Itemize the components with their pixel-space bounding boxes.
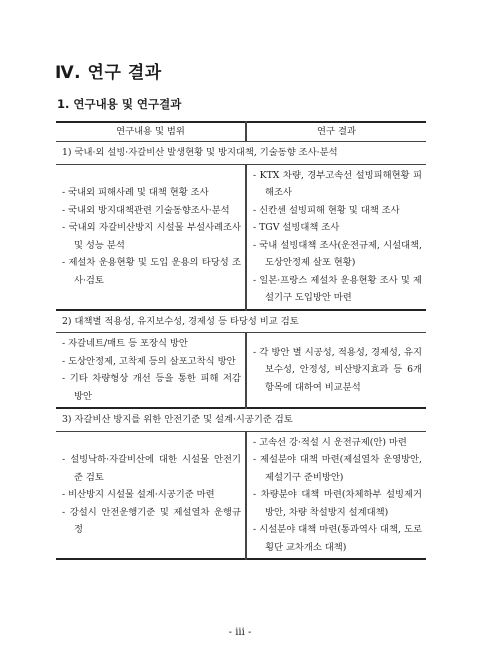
list-item: - 신칸센 설빙피해 현황 및 대책 조사 (253, 204, 400, 216)
list-item: - 국내 설빙대책 조사(운전규제, 시설대책, 도상안정제 살포 현황) (253, 239, 422, 268)
category-row (56, 408, 426, 431)
page-number: - iii - (228, 627, 252, 638)
list-item: - 고속선 강·적설 시 운전규제(안) 마련 (253, 436, 407, 448)
section-title: 1. 연구내용 및 연구결과 (57, 97, 182, 111)
scope-cell (56, 431, 246, 559)
category-row (56, 142, 426, 165)
list-item: - 강설시 안전운행기준 및 제설열차 운행규정 (62, 506, 241, 535)
scope-cell (56, 333, 246, 409)
list-item: - 국내외 방지대책관련 기술동향조사·분석 (62, 204, 230, 216)
list-item: - KTX 차량, 경부고속선 설빙피해현황 피해조사 (253, 169, 422, 198)
table-row (56, 164, 426, 310)
list-item: - 자갈네트/매트 등 포장식 방안 (62, 338, 188, 349)
results-cell (246, 164, 426, 310)
list-item: - 각 방안 별 시공성, 적용성, 경제성, 유지보수성, 안정성, 비산방지효과 등 6개 항목에 대하여 비교분석 (253, 346, 422, 393)
header-scope: 연구내용 및 범위 (56, 122, 246, 142)
list-item: - 일본·프랑스 제설차 운용현황 조사 및 제설기구 도입방안 마련 (253, 274, 422, 303)
results-cell (246, 431, 426, 559)
list-item: - 설빙낙하·자갈비산에 대한 시설물 안전기준 검토 (62, 454, 241, 483)
list-item: - TGV 설빙대책 조사 (253, 222, 340, 233)
category-label: 2) 대책별 적용성, 유지보수성, 경제성 등 타당성 비교 검토 (56, 310, 426, 333)
chapter-title: Ⅳ. 연구 결과 (55, 63, 162, 83)
list-item: - 차량분야 대책 마련(차체하부 설빙제거 방안, 차량 착설방지 설계대책) (253, 489, 422, 518)
category-row (56, 310, 426, 333)
category-label: 3) 자갈비산 방지를 위한 안전기준 및 설계·시공기준 검토 (56, 408, 426, 431)
scope-cell (56, 164, 246, 310)
results-cell (246, 333, 426, 409)
table-row (56, 333, 426, 409)
list-item: - 기타 차량형상 개선 등을 통한 피해 저감 방안 (62, 373, 241, 402)
table-header-row (56, 122, 426, 142)
list-item: - 제설분야 대책 마련(제설열차 운영방안, 제설기구 준비방안) (253, 454, 422, 483)
table-row (56, 431, 426, 559)
list-item: - 도상안정제, 고착제 등의 살포고착식 방안 (62, 355, 236, 367)
list-item: - 제설차 운용현황 및 도입 운용의 타당성 조사·검토 (62, 257, 241, 286)
category-label: 1) 국내·외 설빙·자갈비산 발생현황 및 방지대책, 기술동향 조사·분석 (56, 142, 426, 165)
research-results-table (56, 121, 426, 560)
header-results: 연구 결과 (246, 122, 426, 142)
list-item: - 국내외 자갈비산방지 시설물 부설사례조사 및 성능 분석 (62, 222, 241, 251)
list-item: - 비산방지 시설물 설계·시공기준 마련 (62, 489, 215, 500)
list-item: - 시설분야 대책 마련(통과역사 대책, 도로횡단 교차개소 대책) (253, 524, 422, 553)
list-item: - 국내외 피해사례 및 대책 현황 조사 (62, 187, 209, 198)
